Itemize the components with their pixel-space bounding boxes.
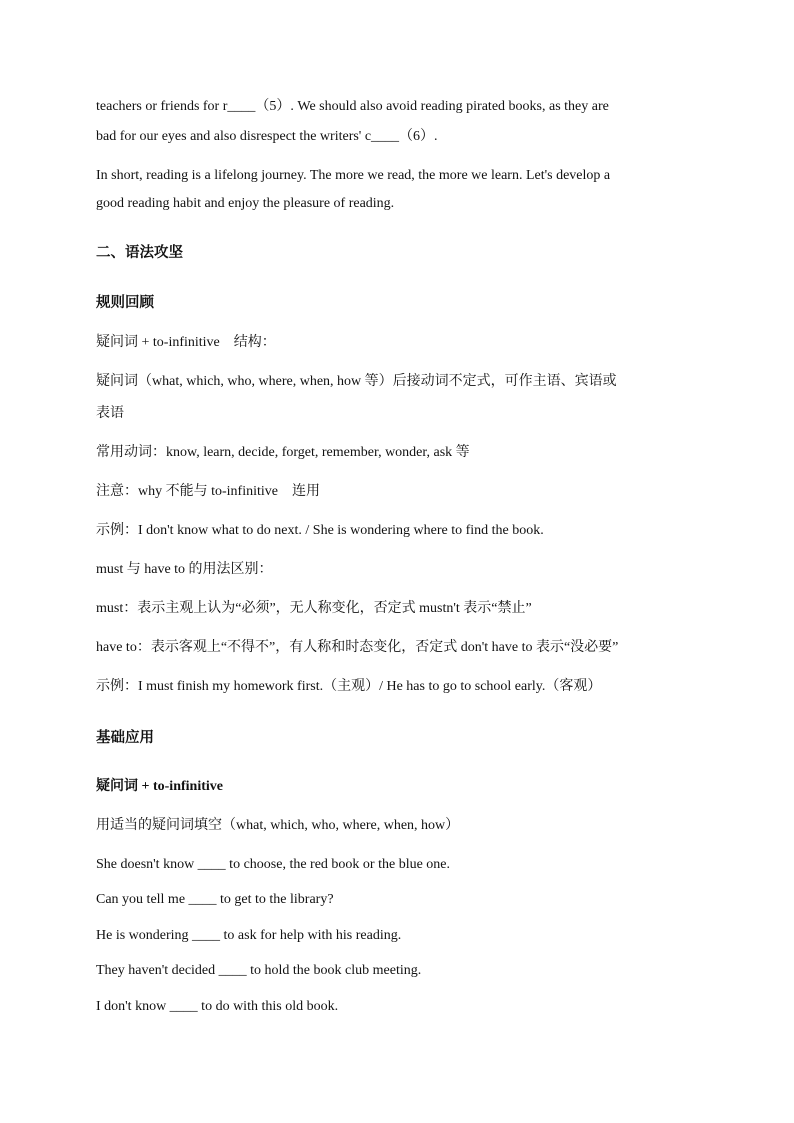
- practice-instruction: 用适当的疑问词填空（what, which, who, where, when, how）: [96, 818, 460, 833]
- rule-common-verbs: 常用动词：know, learn, decide, forget, remember, wonder, ask 等: [96, 445, 470, 460]
- rule-example: 示例：I must finish my homework first.（主观）/ He has to go to school early.（客观）: [96, 679, 602, 694]
- section-title: 二、语法攻坚: [96, 245, 183, 261]
- practice-item: They haven't decided ____ to hold the book club meeting.: [96, 963, 422, 978]
- passage-line: teachers or friends for r____（5）. We should also avoid reading pirated books, as they are: [96, 99, 609, 114]
- passage-line: good reading habit and enjoy the pleasure of reading.: [96, 196, 395, 211]
- rule-must-desc: must：表示主观上认为“必须”，无人称变化，否定式 mustn't 表示“禁止”: [96, 601, 532, 616]
- rule-wh-desc: 表语: [96, 406, 124, 421]
- rule-must-title: must 与 have to 的用法区别：: [96, 562, 273, 577]
- rule-wh-desc: 疑问词（what, which, who, where, when, how 等）后接动词不定式，可作主语、宾语或: [96, 374, 617, 389]
- practice-item: I don't know ____ to do with this old book.: [96, 999, 339, 1014]
- rule-wh-title: 疑问词 + to-infinitive 结构：: [96, 335, 276, 350]
- practice-item: Can you tell me ____ to get to the library?: [96, 892, 334, 907]
- passage-line: In short, reading is a lifelong journey. The more we read, the more we learn. Let's develop a: [96, 168, 611, 183]
- rule-haveto-desc: have to：表示客观上“不得不”，有人称和时态变化，否定式 don't have to 表示“没必要”: [96, 640, 619, 655]
- rule-note: 注意：why 不能与 to-infinitive 连用: [96, 484, 320, 499]
- passage-line: bad for our eyes and also disrespect the writers' c____（6）.: [96, 129, 438, 144]
- rules-heading: 规则回顾: [96, 295, 154, 311]
- practice-subheading: 疑问词 + to-infinitive: [96, 779, 223, 794]
- practice-item: He is wondering ____ to ask for help with his reading.: [96, 928, 402, 943]
- rule-example: 示例：I don't know what to do next. / She is wondering where to find the book.: [96, 523, 544, 538]
- practice-heading: 基础应用: [96, 730, 154, 746]
- practice-item: She doesn't know ____ to choose, the red book or the blue one.: [96, 857, 451, 872]
